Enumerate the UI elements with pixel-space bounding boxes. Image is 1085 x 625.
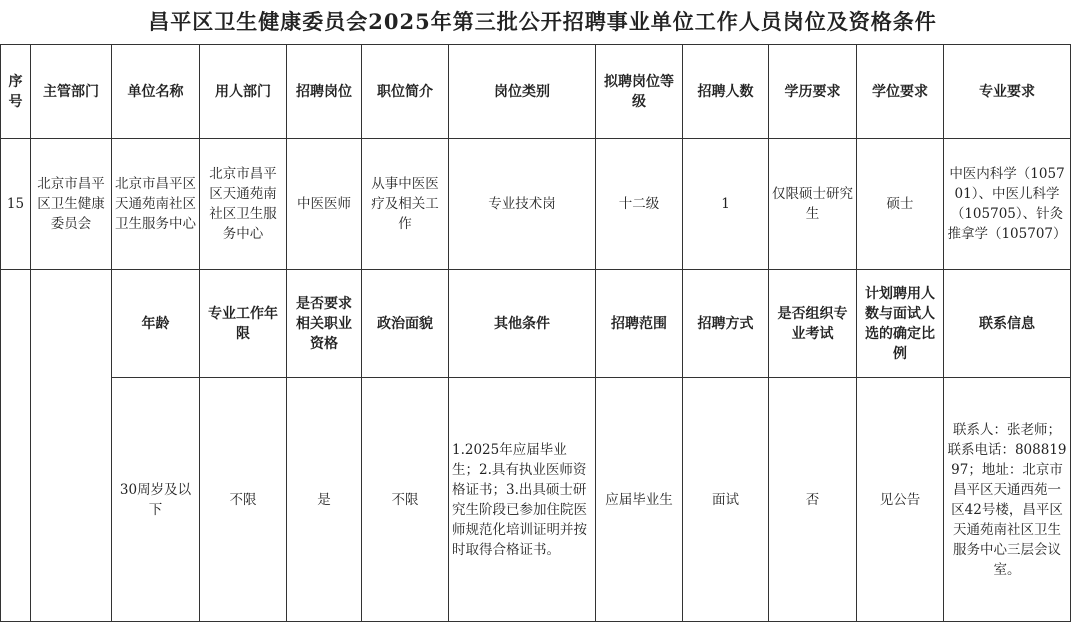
header-employer: 用人部门 bbox=[200, 45, 287, 139]
header-dept: 主管部门 bbox=[31, 45, 112, 139]
header-degree: 学位要求 bbox=[857, 45, 944, 139]
header-count: 招聘人数 bbox=[683, 45, 769, 139]
cell-age: 30周岁及以下 bbox=[112, 378, 200, 622]
header-qualification: 是否要求相关职业资格 bbox=[287, 270, 362, 378]
header-position: 招聘岗位 bbox=[287, 45, 362, 139]
cell-unit: 北京市昌平区天通苑南社区卫生服务中心 bbox=[112, 139, 200, 270]
header-ratio: 计划聘用人数与面试人选的确定比例 bbox=[857, 270, 944, 378]
header-exam: 是否组织专业考试 bbox=[769, 270, 857, 378]
blank-cell-seq bbox=[1, 270, 31, 622]
data-row-1 bbox=[1, 139, 1071, 270]
cell-contact: 联系人：张老师；联系电话：80881997；地址：北京市昌平区天通西苑一区42号楼，昌平区天通苑南社区卫生服务中心三层会议室。 bbox=[944, 378, 1071, 622]
cell-ratio: 见公告 bbox=[857, 378, 944, 622]
header-unit: 单位名称 bbox=[112, 45, 200, 139]
header-years: 专业工作年限 bbox=[200, 270, 287, 378]
data-row-2 bbox=[1, 378, 1071, 622]
cell-other: 1.2025年应届毕业生；2.具有执业医师资格证书；3.出具硕士研究生阶段已参加住院医师规范化培训证明并按时取得合格证书。 bbox=[449, 378, 596, 622]
header-row-1 bbox=[1, 45, 1071, 139]
header-method: 招聘方式 bbox=[683, 270, 769, 378]
cell-seq: 15 bbox=[1, 139, 31, 270]
header-scope: 招聘范围 bbox=[596, 270, 683, 378]
header-row-2 bbox=[1, 270, 1071, 378]
cell-qualification: 是 bbox=[287, 378, 362, 622]
page-title: 昌平区卫生健康委员会2025年第三批公开招聘事业单位工作人员岗位及资格条件 bbox=[148, 9, 937, 34]
cell-employer: 北京市昌平区天通苑南社区卫生服务中心 bbox=[200, 139, 287, 270]
header-major: 专业要求 bbox=[944, 45, 1071, 139]
cell-degree: 硕士 bbox=[857, 139, 944, 270]
cell-political: 不限 bbox=[362, 378, 449, 622]
cell-exam: 否 bbox=[769, 378, 857, 622]
header-age: 年龄 bbox=[112, 270, 200, 378]
cell-years: 不限 bbox=[200, 378, 287, 622]
header-other: 其他条件 bbox=[449, 270, 596, 378]
recruitment-table bbox=[0, 44, 1071, 622]
cell-category: 专业技术岗 bbox=[449, 139, 596, 270]
cell-education: 仅限硕士研究生 bbox=[769, 139, 857, 270]
header-contact: 联系信息 bbox=[944, 270, 1071, 378]
cell-method: 面试 bbox=[683, 378, 769, 622]
blank-cell-dept bbox=[31, 270, 112, 622]
cell-dept: 北京市昌平区卫生健康委员会 bbox=[31, 139, 112, 270]
header-grade: 拟聘岗位等级 bbox=[596, 45, 683, 139]
header-education: 学历要求 bbox=[769, 45, 857, 139]
cell-position: 中医医师 bbox=[287, 139, 362, 270]
cell-major: 中医内科学（105701）、中医儿科学（105705）、针灸推拿学（105707） bbox=[944, 139, 1071, 270]
header-political: 政治面貌 bbox=[362, 270, 449, 378]
cell-scope: 应届毕业生 bbox=[596, 378, 683, 622]
header-seq: 序号 bbox=[1, 45, 31, 139]
header-intro: 职位简介 bbox=[362, 45, 449, 139]
header-category: 岗位类别 bbox=[449, 45, 596, 139]
cell-count: 1 bbox=[683, 139, 769, 270]
cell-intro: 从事中医医疗及相关工作 bbox=[362, 139, 449, 270]
cell-grade: 十二级 bbox=[596, 139, 683, 270]
